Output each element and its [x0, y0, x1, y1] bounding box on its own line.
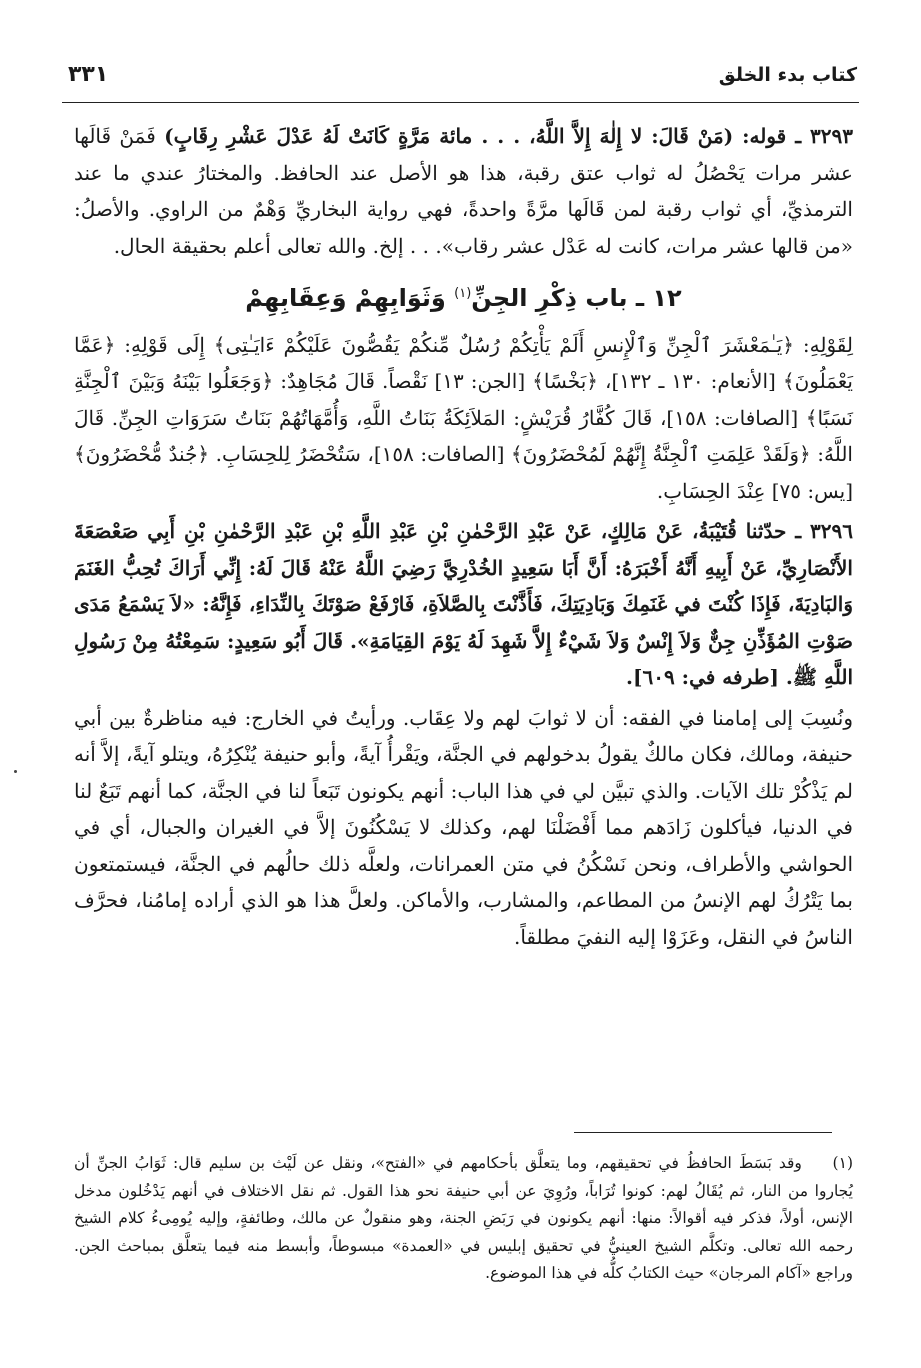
chapter-footnote-marker[interactable]: (١)	[454, 286, 472, 301]
hadith-3293-lead: ٣٢٩٣ ـ قوله: (مَنْ قَالَ: لا إِلٰهَ إِلاَّ اللَّهُ، . . . مائة مَرَّةٍ كَانَتْ لَهُ عَدْلَ عَشْرِ رِقَابٍ)	[164, 124, 854, 148]
footnote-text: وقد بَسَطَ الحافظُ في تحقيقهم، وما يتعلَّق بأحكامهم في «الفتح»، ونقل عن لَيْث بن سليم قال: ثَوَابُ الجنِّ أن يُجاروا من النار، ثم يُقَالُ لهم: كونوا تُرَاباً، ورُوِيَ عن أبي حنيفة نحو هذا القول. ثم نقل الاختلاف في أنهم يَدْخُلون مدخل الإنس، أولاً، فذكر فيه أقوالاً: منها: أنهم يكونون في رَبَضِ الجنة، وهو منقولٌ عن مالك، وطائفةٍ، وإليه يُومِىءُ كلام الشيخ رحمه الله تعالى. وتكلَّم الشيخ العينيُّ في تحقيق إبليس في «العمدة» مبسوطاً، وأبسط منه فيما يتعلَّق بمباحث الجن. وراجع «آكام المرجان» حيث الكتابُ كلُّه في هذا الموضوع.	[74, 1154, 853, 1282]
footnote-marker: (١)	[832, 1154, 853, 1172]
page-header	[62, 58, 859, 103]
main-text	[74, 118, 853, 955]
margin-mark	[14, 770, 17, 773]
page-number: ٣٣١	[68, 62, 109, 87]
chapter-intro: لِقَوْلِهِ: ﴿يَـٰمَعْشَرَ ٱلْجِنِّ وَٱلْإِنسِ أَلَمْ يَأْتِكُمْ رُسُلٌ مِّنكُمْ يَقُصُّونَ عَلَيْكُمْ ءَايَـٰتِى﴾ إِلَى قَوْلِهِ: ﴿عَمَّا يَعْمَلُونَ﴾ [الأنعام: ١٣٠ ـ ١٣٢]، ﴿بَخْسًا﴾ [الجن: ١٣] نَقْصاً. قَالَ مُجَاهِدٌ: ﴿وَجَعَلُوا بَيْنَهُ وَبَيْنَ ٱلْجِنَّةِ نَسَبًا﴾ [الصافات: ١٥٨]، قَالَ كُفَّارُ قُرَيْشٍ: المَلاَئِكَةُ بَنَاتُ اللَّهِ، وَأُمَّهَاتُهُمْ بَنَاتُ سَرَوَاتِ الجِنِّ. قَالَ اللَّهُ: ﴿وَلَقَدْ عَلِمَتِ ٱلْجِنَّةُ إِنَّهُمْ لَمُحْضَرُونَ﴾ [الصافات: ١٥٨]، سَتُحْضَرُ لِلحِسَابِ. ﴿جُندٌ مُّحْضَرُونَ﴾ [يس: ٧٥] عِنْدَ الحِسَابِ.	[74, 332, 854, 503]
footnote	[74, 1150, 853, 1288]
running-title: كتاب بدء الخلق	[718, 64, 857, 86]
chapter-title-rest: وَثَوَابِهِمْ وَعِقَابِهِمْ	[245, 284, 455, 312]
hadith-3296: ٣٢٩٦ ـ حدّثنا قُتَيْبَةُ، عَنْ مَالِكٍ، عَنْ عَبْدِ الرَّحْمٰنِ بْنِ عَبْدِ اللَّهِ بْنِ عَبْدِ الرَّحْمٰنِ بْنِ أَبِي صَعْصَعَةَ الأَنْصَارِيِّ، عَنْ أَبِيهِ أَنَّهُ أَخْبَرَهُ: أَنَّ أَبَا سَعِيدٍ الخُدْرِيَّ رَضِيَ اللَّهُ عَنْهُ قَالَ لَهُ: إِنِّي أَرَاكَ تُحِبُّ الغَنَمَ وَالبَادِيَةَ، فَإِذَا كُنْتَ في غَنَمِكَ وَبَادِيَتِكَ، فَأَذَّنْتَ بِالصَّلاَةِ، فَارْفَعْ صَوْتَكَ بِالنِّدَاءِ، فَإِنَّهُ: «لاَ يَسْمَعُ مَدَى صَوْتِ المُؤَذِّنِ جِنٌّ وَلاَ إِنْسٌ وَلاَ شَيْءٌ إِلاَّ شَهِدَ لَهُ يَوْمَ القِيَامَةِ». قَالَ أَبُو سَعِيدٍ: سَمِعْتُهُ مِنْ رَسُولِ اللَّهِ ﷺ. [طرفه في: ٦٠٩].	[74, 519, 853, 689]
hadith-3293-text: فَمَنْ قَالَها عشر مرات يَحْصُلُ له ثواب عتق رقبة، هذا هو الأصل عند الحافظ. والمختارُ عندي ما عند الترمذيِّ، أي ثواب رقبة لمن قَالَها مرَّةً واحدةً، فهي رواية البخاريِّ وَهْمٌ من الراوي. والأصلُ: «من قالها عشر مرات، كانت له عَدْل عشر رقاب». . . إلخ. والله تعالى أعلم بحقيقة الحال.	[74, 124, 853, 258]
chapter-title: ١٢ ـ باب ذِكْرِ الجِنِّ	[471, 284, 682, 312]
footnote-divider	[574, 1132, 832, 1133]
chapter-heading	[74, 276, 853, 317]
hadith-3293-commentary	[74, 118, 853, 264]
commentary-paragraph: ونُسِبَ إلى إمامنا في الفقه: أن لا ثوابَ لهم ولا عِقَاب. ورأيتُ في الخارج: فيه مناظرةٌ بين أبي حنيفة، ومالك، فكان مالكٌ يقولُ بدخولهم في الجنَّة، ويَقْرأُ آيةً، وأبو حنيفة يُنْكِرُهُ، ويتلو آيةً، إلاَّ أنه لم يَذْكُرْ تلك الآيات. والذي تبيَّن لي في هذا الباب: أنهم يكونون تَبَعاً لنا في الجنَّة، كما أنهم تَبَعٌ لنا في الدنيا، فيأكلون زَادَهم مما أَفْضَلْنَا لهم، وكذلك لا يَسْكُنُونَ إلاَّ في الغيران والجبال، أي في الحواشي والأطراف، ونحن نَسْكُنُ في متن العمرانات، ولعلَّه ذلك حالُهم في الجنَّة، فيستمتعون بما يَتْرُكُ لهم الإنسُ من المطاعم، والمشارب، والأماكن. ولعلَّ هذا هو الذي أراده إمامُنا، فحرَّف الناسُ في النقل، وعَزَوْا إليه النفيَ مطلقاً.	[74, 705, 853, 949]
